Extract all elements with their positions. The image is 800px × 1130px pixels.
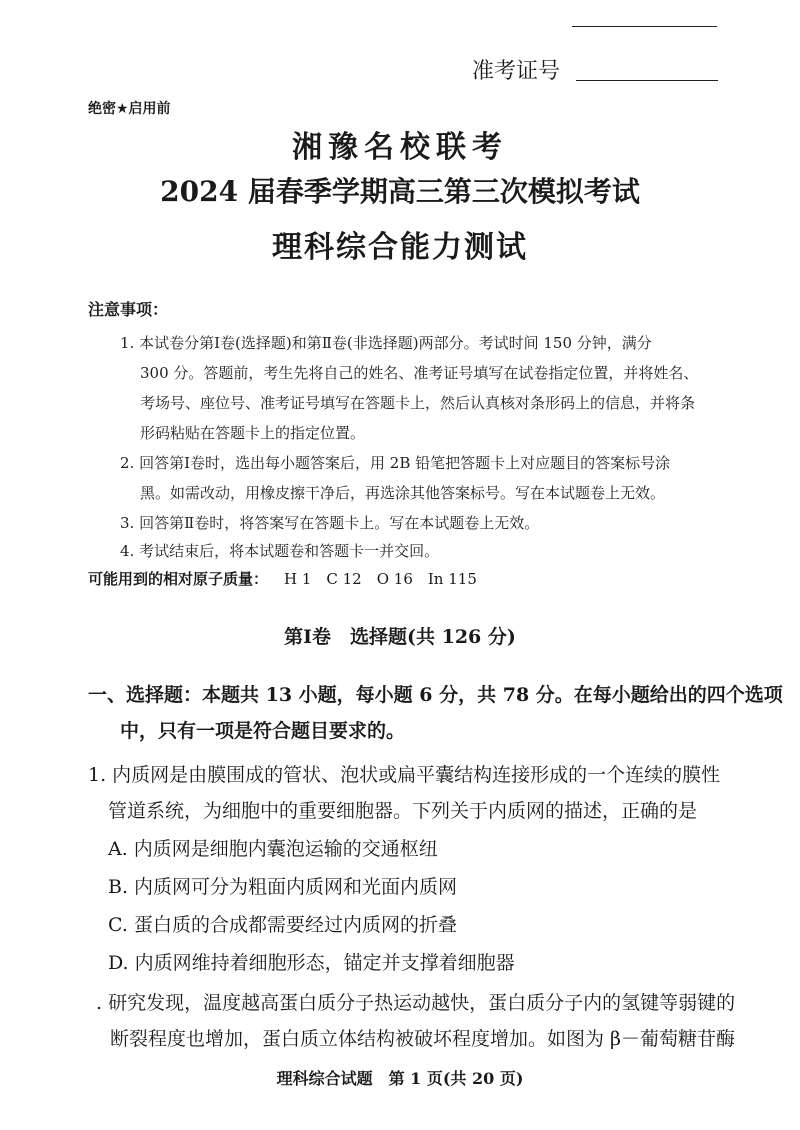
- notice-line: 考场号、座位号、准考证号填写在答题卡上，然后认真核对条形码上的信息，并将条: [140, 394, 696, 412]
- atomic-mass-values: H 1 C 12 O 16 In 115: [284, 570, 477, 588]
- exam-number-label: 准考证号: [472, 59, 561, 84]
- question-stem: . 研究发现，温度越高蛋白质分子热运动越快，蛋白质分子内的氢键等弱键的: [96, 992, 736, 1014]
- notice-line: 3. 回答第Ⅱ卷时，将答案写在答题卡上。写在本试题卷上无效。: [120, 514, 540, 532]
- option-c: C. 蛋白质的合成都需要经过内质网的折叠: [108, 914, 457, 936]
- part-instruction: 中，只有一项是符合题目要求的。: [120, 720, 406, 742]
- option-d: D. 内质网维持着细胞形态，锚定并支撑着细胞器: [108, 952, 515, 974]
- notice-line: 黑。如需改动，用橡皮擦干净后，再选涂其他答案标号。写在本试题卷上无效。: [140, 484, 666, 502]
- notice-line: 4. 考试结束后，将本试题卷和答题卡一并交回。: [120, 542, 440, 560]
- section-title: 第Ⅰ卷 选择题(共 126 分): [284, 626, 516, 648]
- notice-heading: 注意事项：: [88, 300, 169, 319]
- atomic-mass-label: 可能用到的相对原子质量：: [88, 570, 269, 588]
- option-a: A. 内质网是细胞内囊泡运输的交通枢纽: [108, 838, 438, 860]
- notice-line: 2. 回答第Ⅰ卷时，选出每小题答案后，用 2B 铅笔把答题卡上对应题目的答案标号涂: [120, 454, 671, 472]
- notice-line: 1. 本试卷分第Ⅰ卷(选择题)和第Ⅱ卷(非选择题)两部分。考试时间 150 分钟，满分: [120, 334, 652, 352]
- page-footer: 理科综合试题 第 1 页(共 20 页): [276, 1069, 524, 1088]
- part-instruction: 一、选择题：本题共 13 小题，每小题 6 分，共 78 分。在每小题给出的四个选项: [88, 684, 783, 706]
- question-stem: 1. 内质网是由膜围成的管状、泡状或扁平囊结构连接形成的一个连续的膜性: [88, 764, 721, 786]
- exam-title-union: 湘豫名校联考: [292, 130, 508, 165]
- notice-line: 形码粘贴在答题卡上的指定位置。: [140, 424, 366, 442]
- top-rule: [572, 26, 717, 27]
- notice-line: 300 分。答题前，考生先将自己的姓名、准考证号填写在试卷指定位置，并将姓名、: [140, 364, 699, 382]
- option-b: B. 内质网可分为粗面内质网和光面内质网: [108, 876, 458, 898]
- exam-title-session: 2024 届春季学期高三第三次模拟考试: [160, 175, 640, 208]
- exam-number-blank: [576, 80, 718, 81]
- secret-label: 绝密★启用前: [88, 101, 171, 117]
- question-stem: 断裂程度也增加，蛋白质立体结构被破坏程度增加。如图为 β－葡萄糖苷酶: [110, 1028, 736, 1050]
- exam-title-subject: 理科综合能力测试: [272, 230, 528, 265]
- question-stem: 管道系统，为细胞中的重要细胞器。下列关于内质网的描述，正确的是: [108, 800, 698, 822]
